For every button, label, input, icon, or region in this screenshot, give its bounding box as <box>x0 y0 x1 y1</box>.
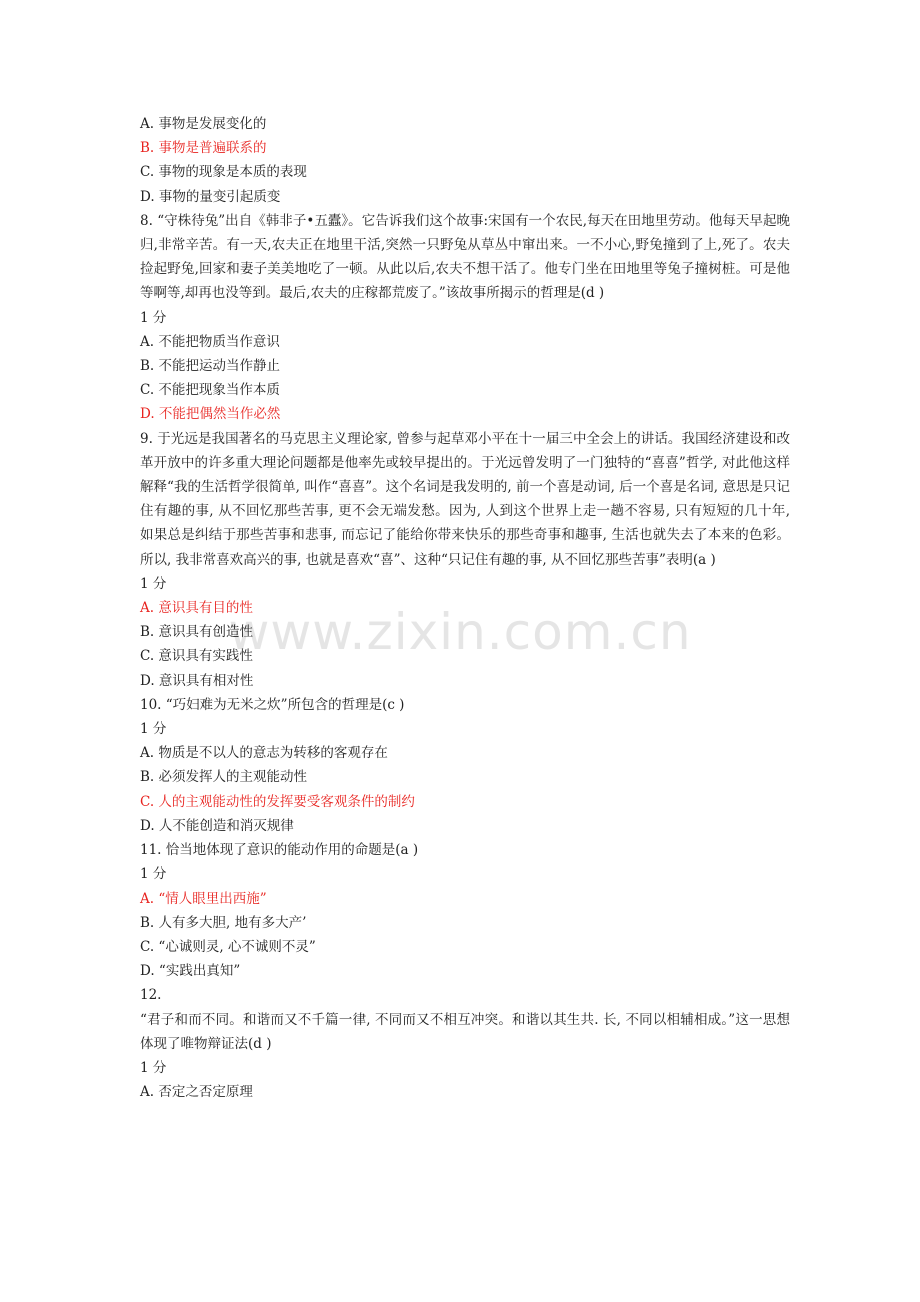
q8-option-c: C. 不能把现象当作本质 <box>140 382 280 399</box>
q8-stem: 8. “守株待兔”出自《韩非子•五蠹》。它告诉我们这个故事:宋国有一个农民,每天在田地里劳动。他每天早起晚归,非常辛苦。有一天,农夫正在地里干活,突然一只野兔从草丛中窜出来。一不小心,野兔撞到了上,死了。农夫捡起野兔,回家和妻子美美地吃了一顿。从此以后,农夫不想干活了。他专门坐在田地里等兔子撞树桩。可是他等啊等,却再也没等到。最后,农夫的庄稼都荒废了。”该故事所揭示的哲理是(d ) <box>140 212 790 302</box>
q9-option-c: C. 意识具有实践性 <box>140 648 253 665</box>
watermark-text: www.zixin.com.cn <box>228 603 692 661</box>
q7-option-a: A. 事物是发展变化的 <box>140 116 267 132</box>
q8-option-d-correct: D. 不能把偶然当作必然 <box>140 406 281 423</box>
q9-stem: 9. 于光远是我国著名的马克思主义理论家, 曾参与起草邓小平在十一届三中全会上的讲话。我国经济建设和改革开放中的许多重大理论问题都是他率先或较早提出的。于光远曾发明了一门独特的“喜喜”哲学, 对此他这样解释“我的生活哲学很简单, 叫作“喜喜”。这个名词是我发明的, 前一个喜是动词, 后一个喜是名词, 意思是只记住有趣的事, 从不回忆那些苦事, 更不会无端发愁。因为, 人到这个世界上走一趟不容易, 只有短短的几十年, 如果总是纠结于那些苦事和悲事, 而忘记了能给你带来快乐的那些奇事和趣事, 生活也就失去了本来的色彩。所以, 我非常喜欢高兴的事, 也就是喜欢“喜”、这种“只记住有趣的事, 从不回忆那些苦事”表明(a ) <box>140 430 790 568</box>
q12-stem: “君子和而不同。和谐而又不千篇一律, 不同而又不相互冲突。和谐以其生共. 长, 不同以相辅相成。”这一思想体现了唯物辩证法(d ) <box>140 1011 790 1052</box>
q10-option-c-correct: C. 人的主观能动性的发挥要受客观条件的制约 <box>140 793 415 810</box>
q9-score: 1 分 <box>140 575 167 592</box>
q11-option-a-correct: A. “情人眼里出西施” <box>140 890 267 907</box>
q10-option-d: D. 人不能创造和消灭规律 <box>140 817 294 834</box>
q8-option-b: B. 不能把运动当作静止 <box>140 358 281 375</box>
q10-option-a: A. 物质是不以人的意志为转移的客观存在 <box>140 745 388 762</box>
q10-option-b: B. 必须发挥人的主观能动性 <box>140 769 308 786</box>
q7-option-d: D. 事物的量变引起质变 <box>140 188 281 205</box>
q9-option-a-correct: A. 意识具有目的性 <box>140 600 253 617</box>
q11-option-d: D. “实践出真知” <box>140 963 241 980</box>
q7-option-c: C. 事物的现象是本质的表现 <box>140 164 307 181</box>
q8-score: 1 分 <box>140 309 167 326</box>
document-page <box>140 112 790 1104</box>
q9-option-d: D. 意识具有相对性 <box>140 672 254 689</box>
q11-score: 1 分 <box>140 866 167 883</box>
q11-stem: 11. 恰当地体现了意识的能动作用的命题是(a ) <box>140 842 419 859</box>
q8-option-a: A. 不能把物质当作意识 <box>140 333 280 350</box>
q9-option-b: B. 意识具有创造性 <box>140 624 254 641</box>
q10-stem: 10. “巧妇难为无米之炊”所包含的哲理是(c ) <box>140 696 405 713</box>
q10-score: 1 分 <box>140 721 167 738</box>
q12-number: 12. <box>140 987 162 1004</box>
q12-option-a: A. 否定之否定原理 <box>140 1084 253 1101</box>
q7-option-b-correct: B. 事物是普遍联系的 <box>140 140 267 157</box>
q12-score: 1 分 <box>140 1059 167 1076</box>
q11-option-b: B. 人有多大胆, 地有多大产’ <box>140 914 307 931</box>
q11-option-c: C. “心诚则灵, 心不诚则不灵” <box>140 938 316 955</box>
